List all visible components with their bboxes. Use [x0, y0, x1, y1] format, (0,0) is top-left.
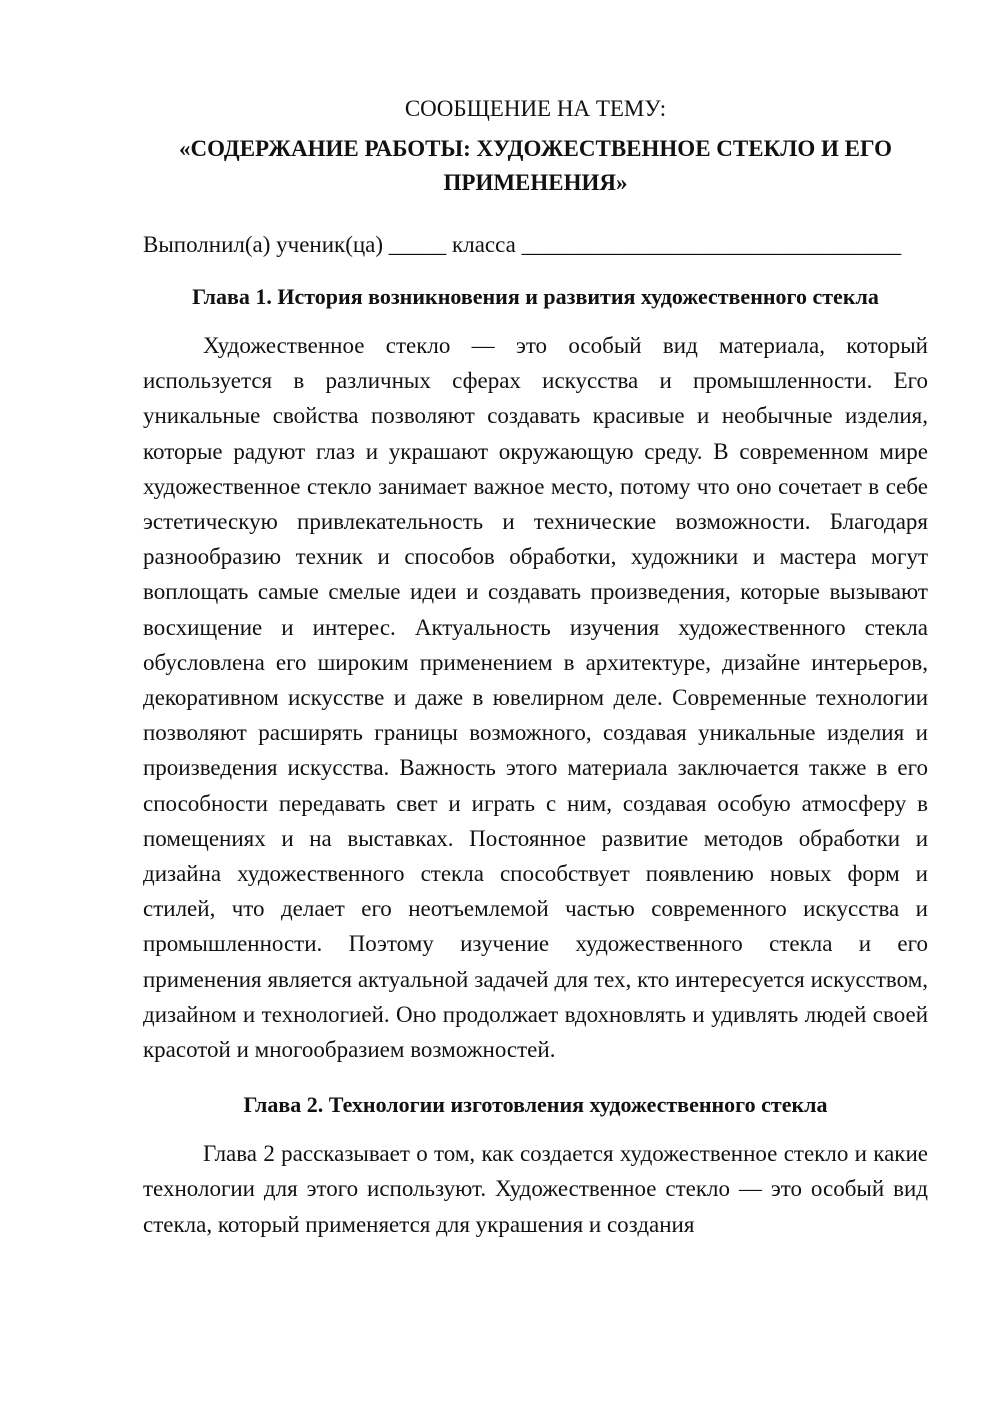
chapter-2-paragraph: Глава 2 рассказывает о том, как создается художественное стекло и какие технологии для этого используют. Художественное стекло — это особый вид стекла, который применяется для украшения и создания [143, 1141, 928, 1237]
document-page [143, 92, 928, 1242]
document-title: «СОДЕРЖАНИЕ РАБОТЫ: ХУДОЖЕСТВЕННОЕ СТЕКЛО И ЕГО ПРИМЕНЕНИЯ» [179, 136, 892, 195]
chapter-2-title: Глава 2. Технологии изготовления художественного стекла [243, 1092, 828, 1118]
chapter-2 [143, 1089, 928, 1242]
chapter-1-paragraph: Художественное стекло — это особый вид материала, который используется в различных сферах искусства и промышленности. Его уникальные свойства позволяют создавать красивые и необычные изделия, которые радуют глаз и украшают окружающую среду. В современном мире художественное стекло занимает важное место, потому что оно сочетает в себе эстетическую привлекательность и технические возможности. Благодаря разнообразию техник и способов обработки, художники и мастера могут воплощать самые смелые идеи и создавать произведения, которые вызывают восхищение и интерес. Актуальность изучения художественного стекла обусловлена его широким применением в архитектуре, дизайне интерьеров, декоративном искусстве и даже в ювелирном деле. Современные технологии позволяют расширять границы возможного, создавая уникальные изделия и произведения искусства. Важность этого материала заключается также в его способности передавать свет и играть с ним, создавая особую атмосферу в помещениях и на выставках. Постоянное развитие методов обработки и дизайна художественного стекла способствует появлению новых форм и стилей, что делает его неотъемлемой частью современного искусства и промышленности. Поэтому изучение художественного стекла и его применения является актуальной задачей для тех, кто интересуется искусством, дизайном и технологией. Оно продолжает вдохновлять и удивлять людей своей красотой и многообразием возможностей. [143, 333, 928, 1063]
document-heading: СООБЩЕНИЕ НА ТЕМУ: [404, 96, 667, 121]
author-byline: Выполнил(а) ученик(ца) _____ класса _________________________________ [143, 232, 902, 257]
chapter-1 [143, 281, 928, 1067]
chapter-1-title: Глава 1. История возникновения и развития художественного стекла [192, 284, 879, 309]
